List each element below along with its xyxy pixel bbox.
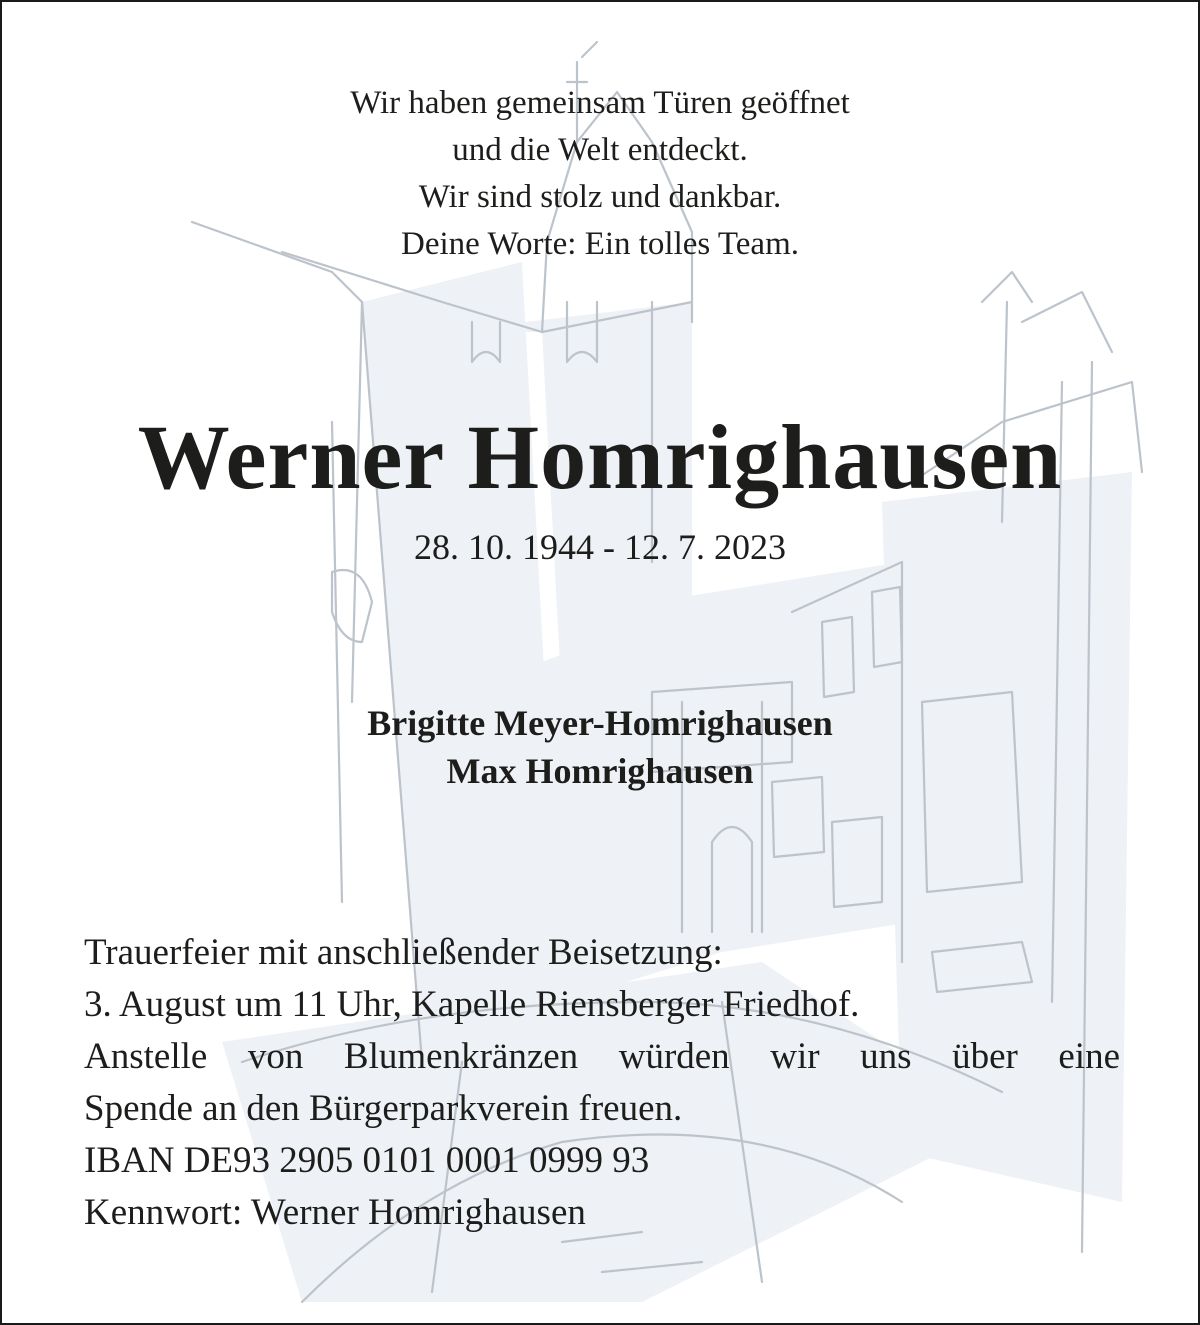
funeral-information [84, 927, 1120, 1239]
notice-content [2, 2, 1198, 1323]
keyword-line: Kennwort: Werner Homrighausen [84, 1192, 586, 1233]
iban-line: IBAN DE93 2905 0101 0001 0999 93 [84, 1140, 650, 1181]
info-line: Anstelle von Blumenkränzen würden wir uns über eine [84, 1036, 1120, 1077]
memorial-poem [2, 80, 1198, 268]
info-line: Trauerfeier mit anschließender Beisetzung: [84, 932, 723, 973]
poem-line: Wir haben gemeinsam Türen geöffnet [350, 85, 850, 121]
mourners-list [2, 699, 1198, 795]
life-dates: 28. 10. 1944 - 12. 7. 2023 [414, 527, 786, 567]
info-line: Spende an den Bürgerparkverein freuen. [84, 1088, 683, 1129]
poem-line: Deine Worte: Ein tolles Team. [401, 226, 799, 262]
deceased-name: Werner Homrighausen [137, 406, 1063, 508]
info-line: 3. August um 11 Uhr, Kapelle Riensberger Friedhof. [84, 984, 860, 1025]
poem-line: Wir sind stolz und dankbar. [418, 179, 782, 215]
poem-line: und die Welt entdeckt. [452, 132, 748, 168]
mourner-name: Brigitte Meyer-Homrighausen [367, 703, 833, 743]
mourner-name: Max Homrighausen [446, 751, 754, 791]
